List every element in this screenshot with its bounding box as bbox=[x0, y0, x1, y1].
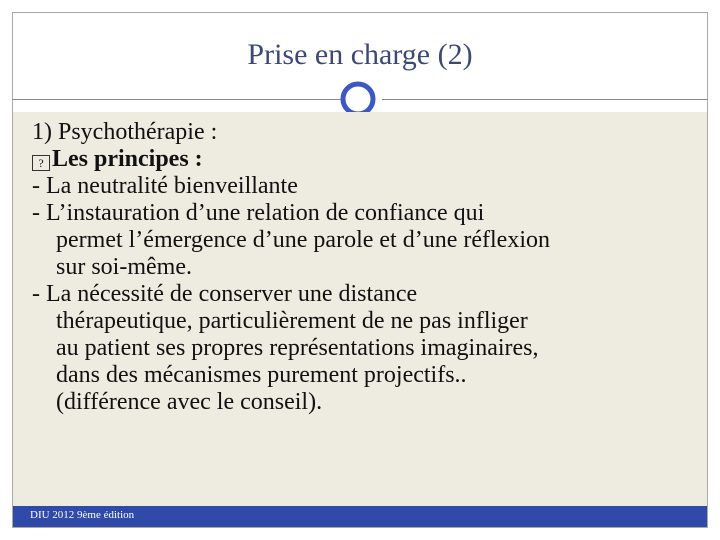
subheading-label: Les principes : bbox=[52, 146, 203, 172]
list-item: - L’instauration d’une relation de confiance qui bbox=[32, 200, 485, 226]
list-item-continuation: sur soi-même. bbox=[56, 254, 192, 280]
slide-body bbox=[32, 119, 702, 416]
heading-psychotherapie: 1) Psychothérapie : bbox=[32, 119, 218, 145]
subheading-principes bbox=[32, 146, 702, 173]
list-item-continuation: permet l’émergence d’une parole et d’une réflexion bbox=[56, 227, 550, 253]
list-item: - La nécessité de conserver une distance bbox=[32, 281, 418, 307]
title-divider-left bbox=[12, 99, 342, 100]
list-item-continuation: dans des mécanismes purement projectifs.. bbox=[56, 362, 467, 388]
slide-title: Prise en charge (2) bbox=[247, 38, 473, 71]
title-divider-right bbox=[382, 99, 708, 100]
footer-text: DIU 2012 9ème édition bbox=[30, 509, 135, 521]
list-item: - La neutralité bienveillante bbox=[32, 173, 298, 199]
list-item-continuation: thérapeutique, particulièrement de ne pas infliger bbox=[56, 308, 528, 334]
list-item-continuation: au patient ses propres représentations imaginaires, bbox=[56, 335, 539, 361]
missing-glyph-bullet-icon: ? bbox=[32, 155, 50, 171]
list-item-continuation: (différence avec le conseil). bbox=[56, 389, 323, 415]
